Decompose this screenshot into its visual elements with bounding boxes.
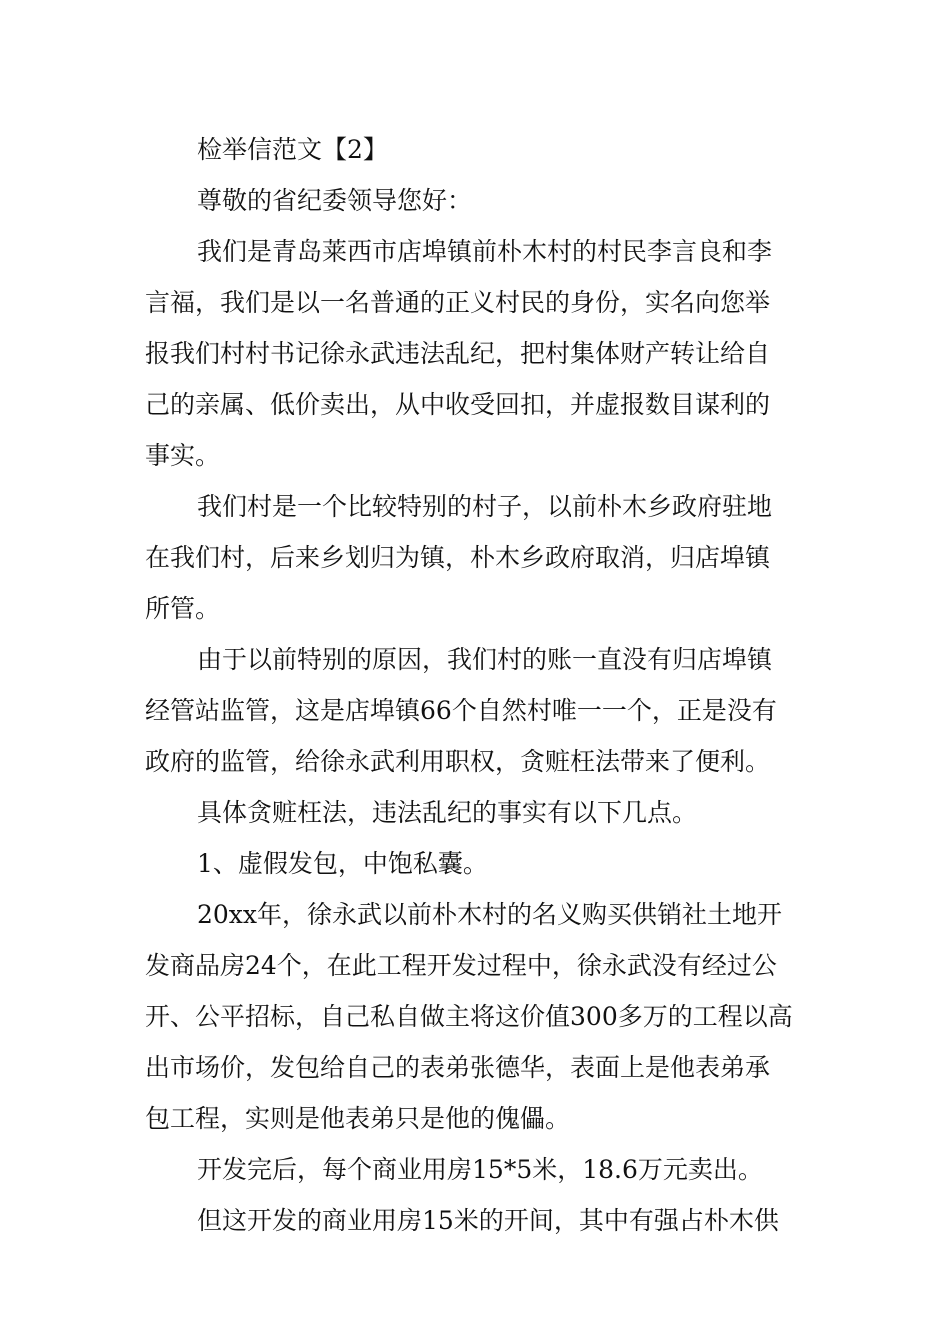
letter-salutation: 尊敬的省纪委领导您好： <box>197 186 473 215</box>
paragraph-line: 在我们村，后来乡划归为镇，朴木乡政府取消，归店埠镇 <box>145 543 771 572</box>
paragraph-line: 由于以前特别的原因，我们村的账一直没有归店埠镇 <box>197 645 773 674</box>
paragraph-5 <box>145 838 807 889</box>
paragraph-line: 言福，我们是以一名普通的正义村民的身份，实名向您举 <box>145 288 771 317</box>
paragraph-line: 我们村是一个比较特别的村子，以前朴木乡政府驻地 <box>197 492 773 521</box>
paragraph-2 <box>145 481 807 634</box>
letter-body <box>145 124 807 1246</box>
paragraph-line: 开、公平招标，自己私自做主将这价值300多万的工程以高 <box>145 1002 793 1031</box>
paragraph-line: 所管。 <box>145 594 221 623</box>
paragraph-line: 包工程，实则是他表弟只是他的傀儡。 <box>145 1104 571 1133</box>
paragraph-line: 经管站监管，这是店埠镇66个自然村唯一一个，正是没有 <box>145 696 777 725</box>
paragraph-line: 我们是青岛莱西市店埠镇前朴木村的村民李言良和李 <box>197 237 773 266</box>
paragraph-1 <box>145 226 807 481</box>
paragraph-line: 但这开发的商业用房15米的开间，其中有强占朴木供 <box>197 1206 779 1235</box>
paragraph-line: 政府的监管，给徐永武利用职权，贪赃枉法带来了便利。 <box>145 747 771 776</box>
paragraph-6 <box>145 889 807 1144</box>
paragraph-8 <box>145 1195 807 1246</box>
paragraph-line: 己的亲属、低价卖出，从中收受回扣，并虚报数目谋利的 <box>145 390 771 419</box>
paragraph-line: 具体贪赃枉法，违法乱纪的事实有以下几点。 <box>197 798 698 827</box>
paragraph-line: 开发完后，每个商业用房15*5米，18.6万元卖出。 <box>197 1155 763 1184</box>
section-heading: 1、虚假发包，中饱私囊。 <box>197 849 488 878</box>
paragraph-line: 报我们村村书记徐永武违法乱纪，把村集体财产转让给自 <box>145 339 771 368</box>
paragraph-line: 发商品房24个，在此工程开发过程中，徐永武没有经过公 <box>145 951 777 980</box>
paragraph-line: 出市场价，发包给自己的表弟张德华，表面上是他表弟承 <box>145 1053 771 1082</box>
paragraph-line: 20xx年，徐永武以前朴木村的名义购买供销社土地开 <box>197 900 783 929</box>
paragraph-4 <box>145 787 807 838</box>
paragraph-line: 事实。 <box>145 441 221 470</box>
paragraph-3 <box>145 634 807 787</box>
paragraph-7 <box>145 1144 807 1195</box>
letter-heading: 检举信范文【2】 <box>197 135 388 164</box>
